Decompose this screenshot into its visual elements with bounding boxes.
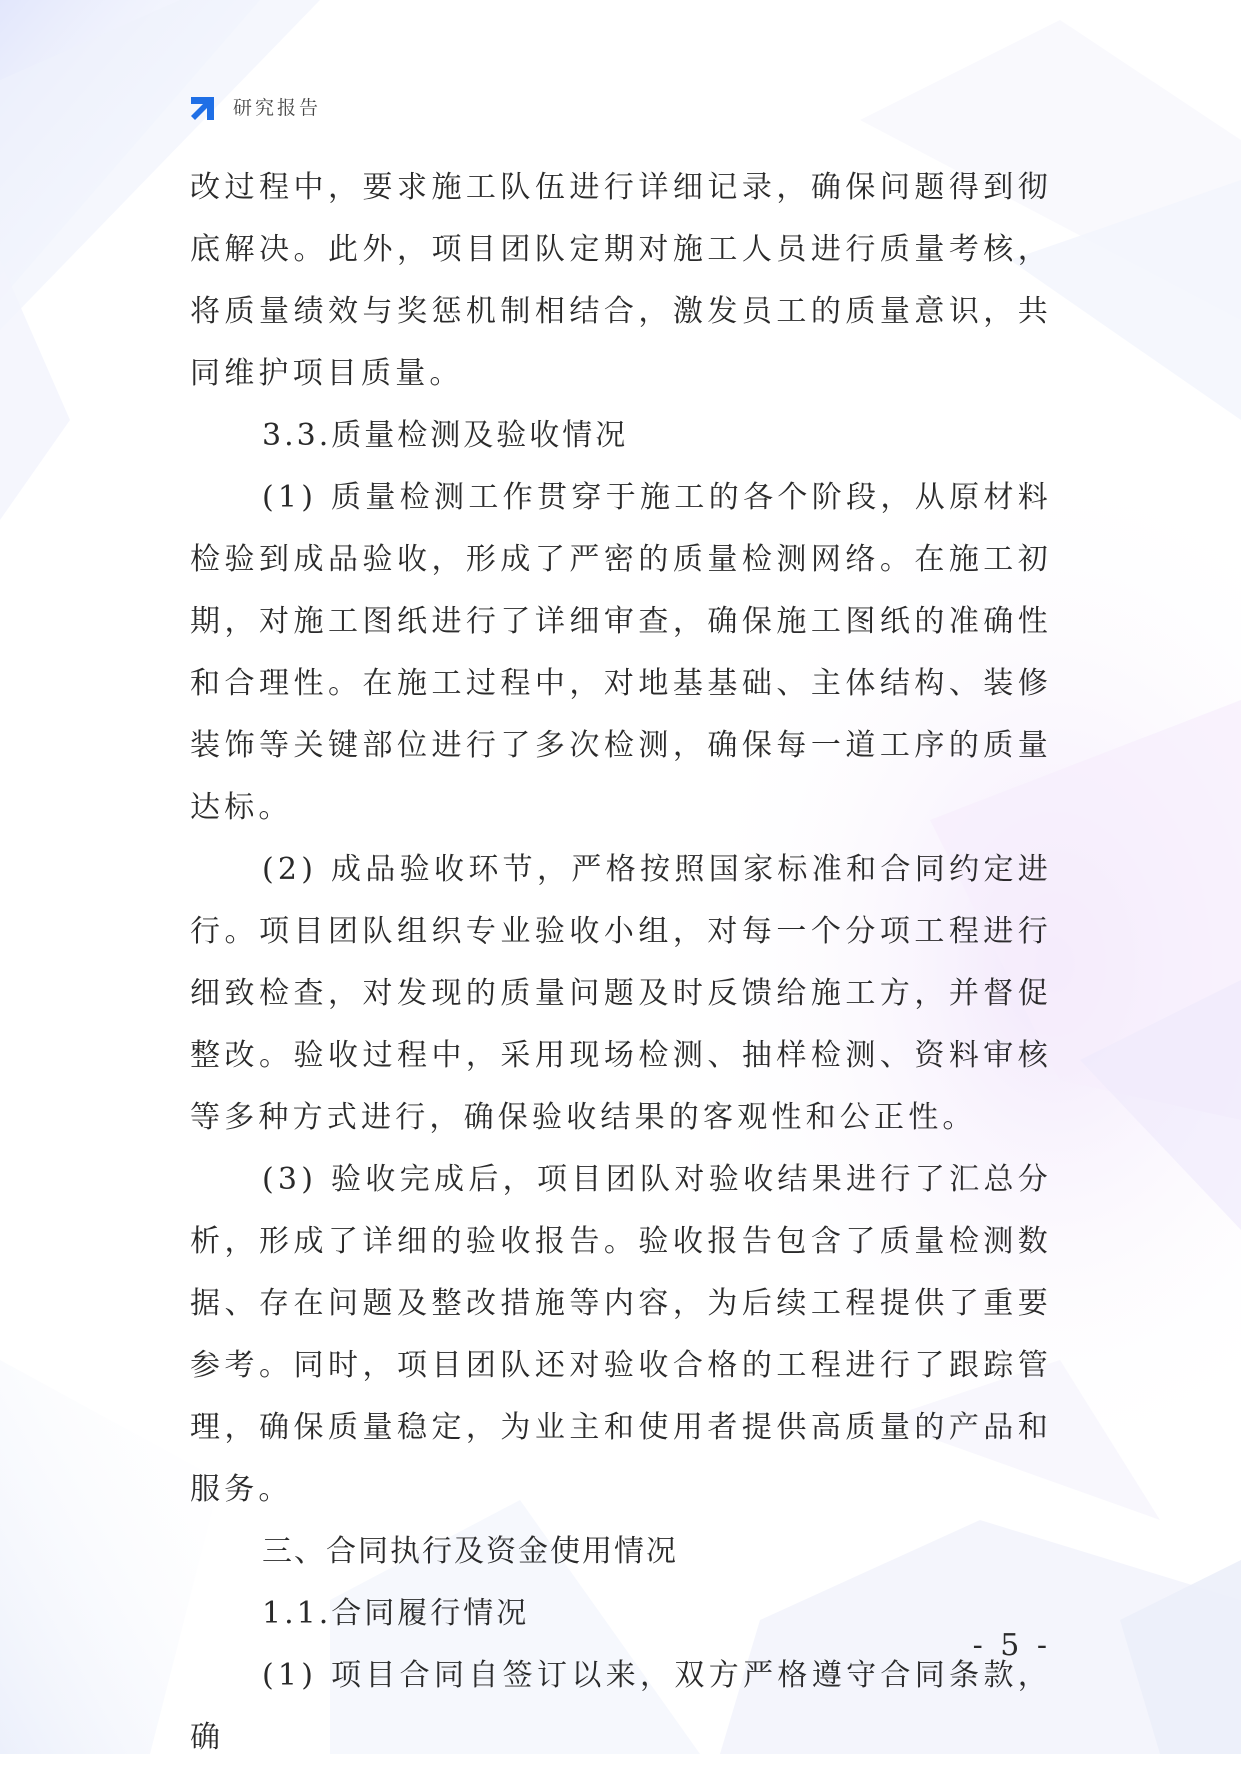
- document-body: [190, 157, 1052, 1769]
- section-heading-1-1: 1.1.合同履行情况: [262, 1596, 530, 1631]
- paragraph-item-3: (3) 验收完成后，项目团队对验收结果进行了汇总分析，形成了详细的验收报告。验收报告包含了质量检测数据、存在问题及整改措施等内容，为后续工程提供了重要参考。同时，项目团队还对验收合格的工程进行了跟踪管理，确保质量稳定，为业主和使用者提供高质量的产品和服务。: [190, 1162, 1052, 1507]
- chapter-heading-3: 三、合同执行及资金使用情况: [262, 1534, 678, 1569]
- paragraph-contract-1: (1) 项目合同自签订以来，双方严格遵守合同条款，确: [190, 1658, 1052, 1755]
- paragraph-item-2: (2) 成品验收环节，严格按照国家标准和合同约定进行。项目团队组织专业验收小组，对每一个分项工程进行细致检查，对发现的质量问题及时反馈给施工方，并督促整改。验收过程中，采用现场检测、抽样检测、资料审核等多种方式进行，确保验收结果的客观性和公正性。: [190, 852, 1052, 1135]
- paragraph-continuation: 改过程中，要求施工队伍进行详细记录，确保问题得到彻底解决。此外，项目团队定期对施工人员进行质量考核，将质量绩效与奖惩机制相结合，激发员工的质量意识，共同维护项目质量。: [190, 170, 1052, 391]
- paragraph-item-1: (1) 质量检测工作贯穿于施工的各个阶段，从原材料检验到成品验收，形成了严密的质量检测网络。在施工初期，对施工图纸进行了详细审查，确保施工图纸的准确性和合理性。在施工过程中，对地基基础、主体结构、装修装饰等关键部位进行了多次检测，确保每一道工序的质量达标。: [190, 480, 1052, 825]
- report-header: [188, 88, 321, 124]
- page-number: - 5 -: [972, 1628, 1051, 1663]
- header-title: 研究报告: [233, 96, 322, 119]
- section-heading-3-3: 3.3.质量检测及验收情况: [262, 418, 629, 453]
- report-arrow-icon: [188, 90, 221, 123]
